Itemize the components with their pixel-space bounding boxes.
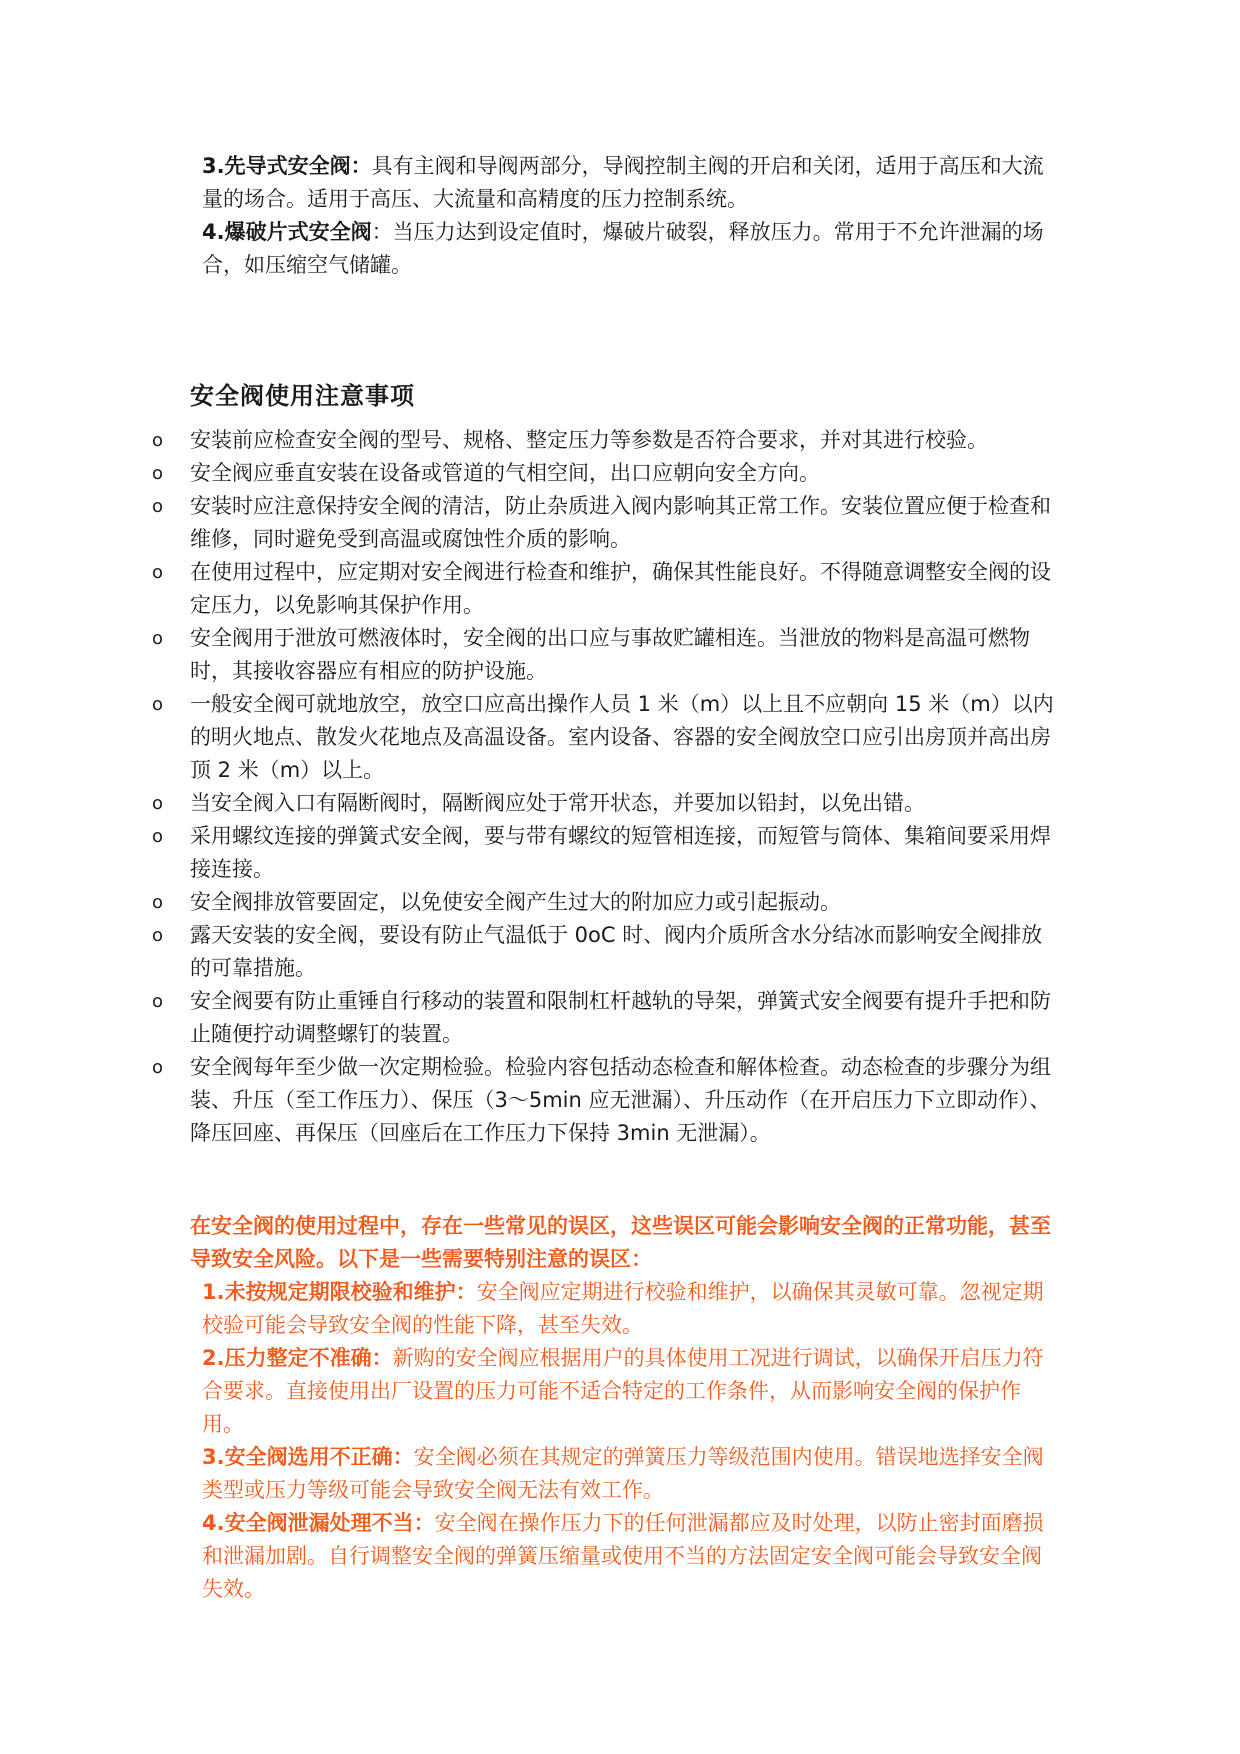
bullet-icon: o [152,430,164,451]
misconceptions-intro: 在安全阀的使用过程中，存在一些常见的误区，这些误区可能会影响安全阀的正常功能，甚至导致安全风险。以下是一些需要特别注意的误区： [190,1214,1051,1271]
bullet-icon: o [152,496,164,517]
misconception-text: 安全阀在操作压力下的任何泄漏都应及时处理，以防止密封面磨损和泄漏加剧。自行调整安全阀的弹簧压缩量或使用不当的方法固定安全阀可能会导致安全阀失效。 [202,1511,1044,1601]
bullet-icon: o [152,892,164,913]
type-item-pilot [190,150,1060,216]
misconception-label: 4.安全阀泄漏处理不当： [202,1511,435,1535]
list-item [150,688,1060,787]
type-item-rupture-disc [190,216,1060,282]
list-item [150,457,1060,490]
misconception-text: 安全阀应定期进行校验和维护，以确保其灵敏可靠。忽视定期校验可能会导致安全阀的性能下降，甚至失效。 [202,1280,1044,1337]
valve-types-section [190,150,1060,282]
list-item-text: 安装前应检查安全阀的型号、规格、整定压力等参数是否符合要求，并对其进行校验。 [190,428,988,452]
bullet-icon: o [152,694,164,715]
bullet-icon: o [152,826,164,847]
list-item-text: 一般安全阀可就地放空，放空口应高出操作人员 1 米（m）以上且不应朝向 15 米（m）以内的明火地点、散发火花地点及高温设备。室内设备、容器的安全阀放空口应引出房顶并高出房顶 2 米（m）以上。 [190,692,1054,782]
list-item [150,556,1060,622]
bullet-icon: o [152,991,164,1012]
list-item-text: 安全阀排放管要固定，以免使安全阀产生过大的附加应力或引起振动。 [190,890,841,914]
misconception-item [190,1342,1060,1441]
list-item [150,424,1060,457]
list-item-text: 露天安装的安全阀，要设有防止气温低于 0oC 时、阀内介质所含水分结冰而影响安全阀排放的可靠措施。 [190,923,1043,980]
list-item-text: 采用螺纹连接的弹簧式安全阀，要与带有螺纹的短管相连接，而短管与筒体、集箱间要采用焊接连接。 [190,824,1051,881]
list-item [150,787,1060,820]
list-item [150,886,1060,919]
list-item-text: 安全阀应垂直安装在设备或管道的气相空间，出口应朝向安全方向。 [190,461,820,485]
bullet-icon: o [152,793,164,814]
list-item-text: 安全阀每年至少做一次定期检验。检验内容包括动态检查和解体检查。动态检查的步骤分为组装、升压（至工作压力）、保压（3～5min 应无泄漏）、升压动作（在开启压力下立即动作）、降压回座、再保压（回座后在工作压力下保持 3min 无泄漏）。 [190,1055,1051,1145]
misconception-text: 安全阀必须在其规定的弹簧压力等级范围内使用。错误地选择安全阀类型或压力等级可能会导致安全阀无法有效工作。 [202,1445,1044,1502]
misconception-text: 新购的安全阀应根据用户的具体使用工况进行调试，以确保开启压力符合要求。直接使用出厂设置的压力可能不适合特定的工作条件，从而影响安全阀的保护作用。 [202,1346,1044,1436]
misconception-item [190,1441,1060,1507]
type-label: 3.先导式安全阀： [202,154,372,178]
misconception-item [190,1507,1060,1606]
bullet-icon: o [152,628,164,649]
notes-list [150,424,1060,1150]
type-text: 具有主阀和导阀两部分，导阀控制主阀的开启和关闭，适用于高压和大流量的场合。适用于高压、大流量和高精度的压力控制系统。 [202,154,1044,211]
misconception-item [190,1276,1060,1342]
list-item-text: 在使用过程中，应定期对安全阀进行检查和维护，确保其性能良好。不得随意调整安全阀的设定压力，以免影响其保护作用。 [190,560,1051,617]
list-item [150,490,1060,556]
list-item [150,1051,1060,1150]
list-item [150,622,1060,688]
misconception-label: 3.安全阀选用不正确： [202,1445,414,1469]
misconceptions-section [190,1210,1060,1606]
bullet-icon: o [152,1057,164,1078]
type-text: ：当压力达到设定值时，爆破片破裂，释放压力。常用于不允许泄漏的场合，如压缩空气储罐。 [202,220,1044,277]
misconception-label: 2.压力整定不准确： [202,1346,393,1370]
bullet-icon: o [152,562,164,583]
list-item [150,820,1060,886]
list-item-text: 安全阀要有防止重锤自行移动的装置和限制杠杆越轨的导架，弹簧式安全阀要有提升手把和防止随便拧动调整螺钉的装置。 [190,989,1051,1046]
misconception-label: 1.未按规定期限校验和维护： [202,1280,477,1304]
type-label: 4.爆破片式安全阀 [202,220,372,244]
section-title: 安全阀使用注意事项 [190,382,415,410]
bullet-icon: o [152,925,164,946]
list-item-text: 当安全阀入口有隔断阀时，隔断阀应处于常开状态，并要加以铅封，以免出错。 [190,791,925,815]
list-item-text: 安全阀用于泄放可燃液体时，安全阀的出口应与事故贮罐相连。当泄放的物料是高温可燃物时，其接收容器应有相应的防护设施。 [190,626,1030,683]
list-item-text: 安装时应注意保持安全阀的清洁，防止杂质进入阀内影响其正常工作。安装位置应便于检查和维修，同时避免受到高温或腐蚀性介质的影响。 [190,494,1051,551]
bullet-icon: o [152,463,164,484]
list-item [150,919,1060,985]
list-item [150,985,1060,1051]
